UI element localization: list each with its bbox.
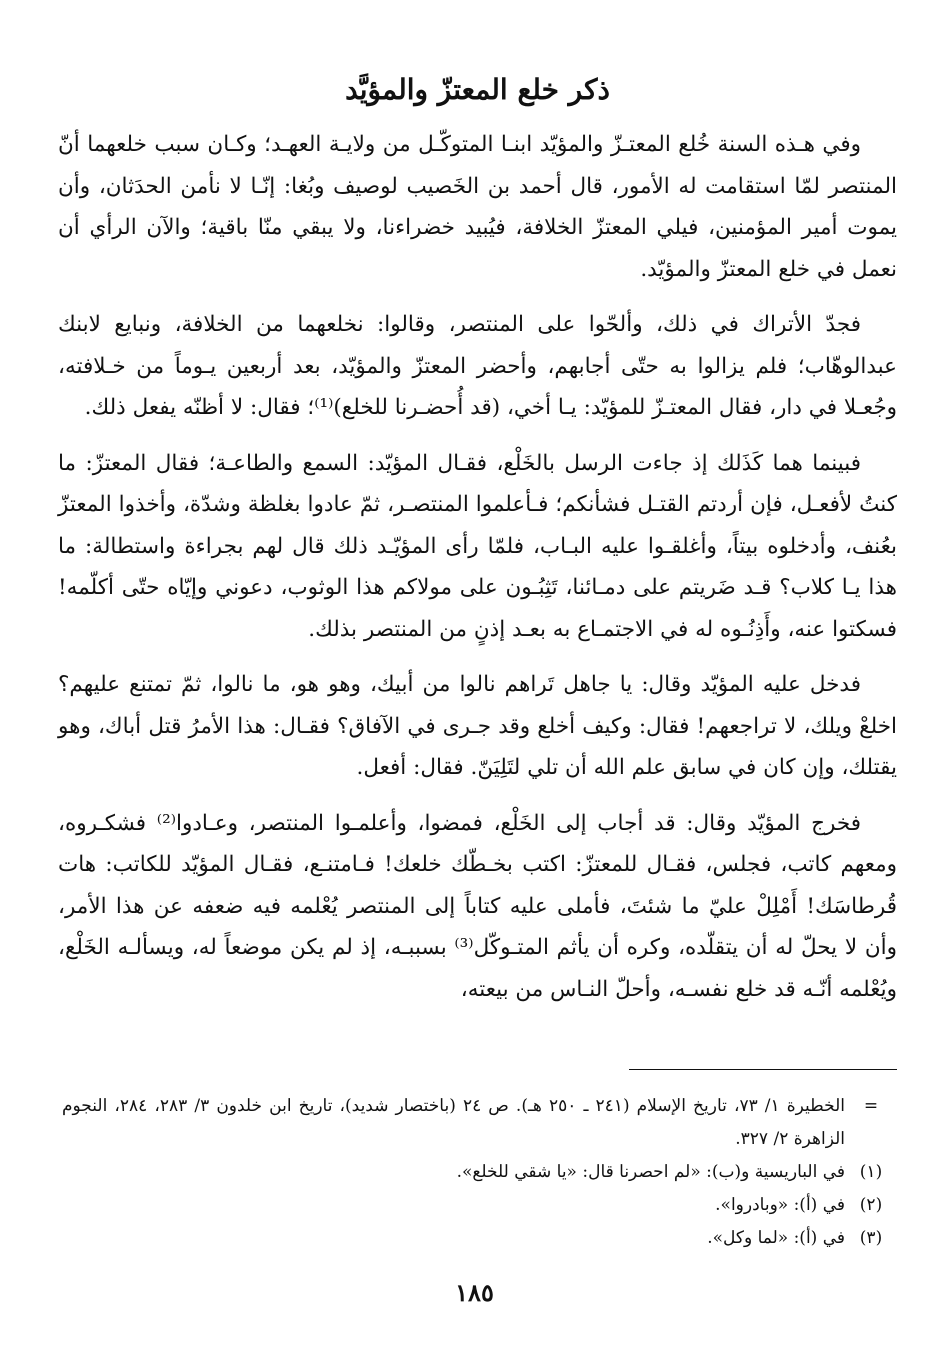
paragraph: فخرج المؤيّد وقال: قد أجاب إلى الخَلْع، فمضوا، وأعلمـوا المنتصر، وعـادوا⁽²⁾ فشكـروه، ومعهم كاتب، فجلس، فقـال للمعتزّ: اكتب بخـطّك خلعك! فـامتنـع، فقـال المؤيّد للكاتب: هات قُرطاسَك! أَمْلِلْ عليّ ما شئتَ، فأملى عليه كتاباً إلى المنتصر يُعْلمه فيه ضعفه عن هذا الأمر، وأن لا يحلّ له أن يتقلّده، وكره أن يأثم المتـوكّل⁽³⁾ بسببـه، إذ لم يكن موضعاً له، ويسألـه الخَلْع، ويُعْلمه أنّـه قد خلع نفسـه، وأحلّ النـاس من بيعته، — [58, 810, 897, 1002]
main-text — [58, 124, 897, 1010]
footnotes — [62, 1090, 897, 1255]
paragraph: فبينما هما كَذَلك إذ جاءت الرسل بالخَلْع، فقـال المؤيّد: السمع والطاعـة؛ فقال المعتزّ: ما كنتُ لأفعـل، فإن أردتم القتـل فشأنكم؛ فـأعلموا المنتصـر، ثمّ عادوا بغلظة وشدّة، وأخذوا المعتزّ بعُنف، وأدخلوه بيتاً، وأغلقـوا عليه البـاب، فلمّا رأى المؤيّـد ذلك قال لهم بجراءة واستطالة: ما هذا يـا كلاب؟ قـد ضَريتم على دمـائنا، تَثِبُـون على مولاكم هذا الوثوب، دعوني وإيّاه حتّى أكلّمه! فسكتوا عنه، وأَذِنُـوه له في الاجتمـاع به بعـد إذنٍ من المنتصر بذلك. — [58, 450, 897, 642]
footnote-marker: (١) — [859, 1162, 883, 1182]
chapter-heading: ذكر خلع المعتزّ والمؤيَّد — [345, 73, 610, 106]
footnote — [62, 1222, 897, 1255]
footnote-text: في (أ): «لما وكل». — [707, 1228, 845, 1248]
paragraph: فدخل عليه المؤيّد وقال: يا جاهل تَراهم نالوا من أبيك، وهو هو، ما نالوا، ثمّ تمتنع عليهم؟ اخلعْ ويلك، لا تراجعهم! فقال: وكيف أخلع وقد جـرى في الآفاق؟ فقـال: هذا الأمرُ قتل أباك، وهو يقتلك، وإن كان في سابق علم الله أن تلي لتَلِيَنّ. فقال: أفعل. — [58, 672, 897, 780]
paragraph: فجدّ الأتراك في ذلك، وألحّوا على المنتصر، وقالوا: نخلعهما من الخلافة، ونبايع لابنك عبدالوهّاب؛ فلم يزالوا به حتّى أجابهم، وأحضر المعتزّ والمؤيّد، بعد أربعين يـوماً من خـلافته، وجُعـلا في دار، فقال المعتـزّ للمؤيّد: يـا أخي، (قد أُحضـرنا للخلع)⁽¹⁾؛ فقال: لا أظنّه يفعل ذلك. — [58, 312, 897, 420]
footnote-marker: (٣) — [859, 1228, 883, 1248]
footnote — [62, 1156, 897, 1189]
page-number: ١٨٥ — [455, 1278, 494, 1307]
footnote-text: في الباريسية و(ب): «لم احصرنا قال: «يا شقي للخلع». — [456, 1162, 845, 1182]
footnote — [62, 1090, 897, 1156]
footnote-marker: (٢) — [859, 1195, 883, 1215]
footnote — [62, 1189, 897, 1222]
footnote-divider — [629, 1069, 897, 1070]
paragraph: وفي هـذه السنة خُلع المعتـزّ والمؤيّد ابنـا المتوكّـل من ولايـة العهـد؛ وكـان سبب خلعهما أنّ المنتصر لمّا استقامت له الأمور، قال أحمد بن الخَصيب لوصيف وبُغا: إنّـا لا نأمن الحدَثان، وأن يموت أمير المؤمنين، فيلي المعتزّ الخلافة، فيُبيد خضراءنا، ولا يبقي منّا باقية؛ والآن الرأي أن نعمل في خلع المعتزّ والمؤيّد. — [58, 132, 897, 282]
footnote-marker: = — [863, 1096, 879, 1116]
footnote-text: في (أ): «وبادروا». — [715, 1195, 845, 1215]
footnote-text: الخطيرة ١/ ٧٣، تاريخ الإسلام (٢٤١ ـ ٢٥٠ هـ). ص ٢٤ (باختصار شديد)، تاريخ ابن خلدون ٣/ ٢٨٣، ٢٨٤، النجوم الزاهرة ٢/ ٣٢٧. — [62, 1096, 845, 1149]
